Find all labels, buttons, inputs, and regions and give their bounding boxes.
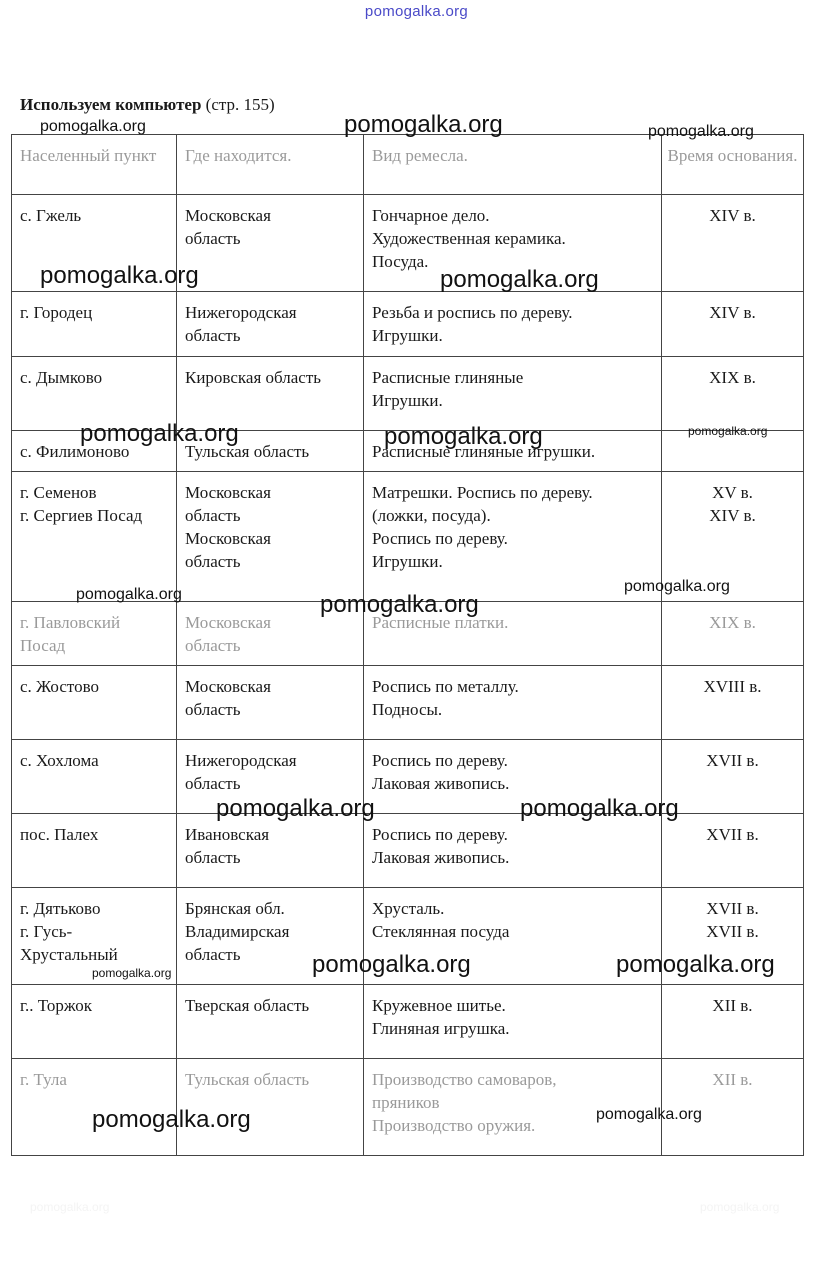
craft-cell [364, 814, 662, 888]
cell-line: область [185, 326, 241, 345]
watermark-text: pomogalka.org [440, 266, 599, 293]
cell-line: XVII в. [706, 922, 759, 941]
cell-line: Матрешки. Роспись по дереву. [372, 483, 593, 502]
page-title [20, 95, 275, 115]
cell-line: Подносы. [372, 700, 443, 719]
watermark-text: pomogalka.org [344, 111, 503, 138]
cell-line: Производство оружия. [372, 1116, 536, 1135]
region-cell [177, 666, 364, 740]
watermark-text: pomogalka.org [312, 951, 471, 978]
cell-line: область [185, 636, 241, 655]
watermark-text: pomogalka.org [92, 1106, 251, 1133]
cell-line: Игрушки. [372, 552, 443, 571]
watermark-text: pomogalka.org [688, 424, 768, 438]
watermark-text: pomogalka.org [80, 420, 239, 447]
cell-line: Посуда. [372, 252, 429, 271]
cell-line: XVII в. [706, 751, 759, 770]
cell-line: Владимирская [185, 922, 290, 941]
watermark-text: pomogalka.org [216, 795, 375, 822]
cell-line: г. Семенов [20, 483, 97, 502]
craft-cell [364, 357, 662, 431]
place-cell [12, 666, 177, 740]
cell-line: Тверская область [185, 996, 310, 1015]
cell-line: Хрустальный [20, 945, 118, 964]
cell-line: г. Тула [20, 1070, 67, 1089]
cell-line: Глиняная игрушка. [372, 1019, 510, 1038]
cell-line: XII в. [712, 996, 753, 1015]
cell-line: г.. Торжок [20, 996, 92, 1015]
cell-line: Нижегородская [185, 751, 297, 770]
cell-line: Лаковая живопись. [372, 774, 510, 793]
century-cell [662, 666, 804, 740]
region-cell [177, 985, 364, 1059]
cell-line: XIX в. [709, 613, 756, 632]
watermark-text: pomogalka.org [596, 1106, 702, 1123]
column-header: Вид ремесла. [364, 135, 662, 195]
cell-line: Хрусталь. [372, 899, 445, 918]
century-cell [662, 292, 804, 357]
cell-line: пряников [372, 1093, 440, 1112]
cell-line: пос. Палех [20, 825, 99, 844]
cell-line: XIV в. [709, 303, 756, 322]
watermark-text: pomogalka.org [616, 951, 775, 978]
table-row [12, 985, 804, 1059]
cell-line: XV в. [712, 483, 753, 502]
column-header: Населенный пункт [12, 135, 177, 195]
cell-line: с. Дымково [20, 368, 103, 387]
craft-cell [364, 472, 662, 602]
cell-line: XIX в. [709, 368, 756, 387]
craft-cell [364, 666, 662, 740]
cell-line: Резьба и роспись по дереву. [372, 303, 573, 322]
place-cell [12, 472, 177, 602]
place-cell [12, 985, 177, 1059]
watermark-text: pomogalka.org [520, 795, 679, 822]
cell-line: с. Хохлома [20, 751, 99, 770]
table-row [12, 814, 804, 888]
cell-line: XVII в. [706, 825, 759, 844]
watermark-text: pomogalka.org [92, 966, 172, 980]
cell-line: Игрушки. [372, 391, 443, 410]
table-row [12, 292, 804, 357]
table-row [12, 666, 804, 740]
cell-line: с. Филимоново [20, 442, 130, 461]
region-cell [177, 195, 364, 292]
cell-line: с. Гжель [20, 206, 82, 225]
cell-line: Роспись по металлу. [372, 677, 519, 696]
cell-line: Кировская область [185, 368, 322, 387]
cell-line: Художественная керамика. [372, 229, 566, 248]
cell-line: область [185, 552, 241, 571]
table-row [12, 740, 804, 814]
cell-line: XII в. [712, 1070, 753, 1089]
region-cell [177, 814, 364, 888]
cell-line: область [185, 229, 241, 248]
cell-line: область [185, 848, 241, 867]
cell-line: Расписные глиняные [372, 368, 524, 387]
column-header: Где находится. [177, 135, 364, 195]
watermark-text: pomogalka.org [320, 591, 479, 618]
cell-line: Роспись по дереву. [372, 529, 508, 548]
watermark-text: pomogalka.org [384, 423, 543, 450]
cell-line: Расписные платки. [372, 613, 509, 632]
cell-line: г. Павловский [20, 613, 121, 632]
cell-line: XVII в. [706, 899, 759, 918]
cell-line: Брянская обл. [185, 899, 285, 918]
cell-line: Нижегородская [185, 303, 297, 322]
region-cell [177, 292, 364, 357]
title-page-ref: (стр. 155) [205, 95, 275, 114]
cell-line: Гончарное дело. [372, 206, 490, 225]
cell-line: область [185, 506, 241, 525]
cell-line: Роспись по дереву. [372, 825, 508, 844]
cell-line: Московская [185, 483, 271, 502]
century-cell [662, 985, 804, 1059]
cell-line: XVIII в. [703, 677, 762, 696]
cell-line: Стеклянная посуда [372, 922, 510, 941]
cell-line: Кружевное шитье. [372, 996, 506, 1015]
title-bold: Используем компьютер [20, 95, 202, 114]
place-cell [12, 292, 177, 357]
cell-line: г. Гусь- [20, 922, 73, 941]
cell-line: г. Сергиев Посад [20, 506, 143, 525]
century-cell [662, 602, 804, 666]
century-cell [662, 740, 804, 814]
century-cell [662, 357, 804, 431]
cell-line: область [185, 945, 241, 964]
cell-line: Роспись по дереву. [372, 751, 508, 770]
cell-line: с. Жостово [20, 677, 99, 696]
cell-line: (ложки, посуда). [372, 506, 491, 525]
cell-line: XIV в. [709, 506, 756, 525]
cell-line: Расписные глиняные игрушки. [372, 442, 596, 461]
cell-line: область [185, 774, 241, 793]
watermark-text: pomogalka.org [40, 262, 199, 289]
craft-cell [364, 985, 662, 1059]
region-cell [177, 472, 364, 602]
cell-line: Производство самоваров, [372, 1070, 557, 1089]
craft-cell [364, 292, 662, 357]
column-header: Время основания. [662, 135, 804, 195]
cell-line: Тульская область [185, 442, 310, 461]
cell-line: XIV в. [709, 206, 756, 225]
watermark-text: pomogalka.org [40, 118, 146, 135]
place-cell [12, 602, 177, 666]
place-cell [12, 740, 177, 814]
cell-line: Лаковая живопись. [372, 848, 510, 867]
cell-line: область [185, 700, 241, 719]
cell-line: Игрушки. [372, 326, 443, 345]
century-cell [662, 195, 804, 292]
century-cell [662, 814, 804, 888]
cell-line: Ивановская [185, 825, 270, 844]
cell-line: Московская [185, 529, 271, 548]
cell-line: Московская [185, 613, 271, 632]
watermark-text: pomogalka.org [76, 586, 182, 603]
cell-line: Посад [20, 636, 66, 655]
place-cell [12, 814, 177, 888]
cell-line: г. Дятьково [20, 899, 101, 918]
watermark-text: pomogalka.org [648, 123, 754, 140]
watermark-text: pomogalka.org [624, 578, 730, 595]
cell-line: Московская [185, 677, 271, 696]
cell-line: Московская [185, 206, 271, 225]
table-header-row [12, 135, 804, 195]
cell-line: г. Городец [20, 303, 93, 322]
cell-line: Тульская область [185, 1070, 310, 1089]
watermark-text: pomogalka.org [30, 1200, 110, 1214]
site-header: pomogalka.org [364, 3, 469, 20]
watermark-text: pomogalka.org [700, 1200, 780, 1214]
